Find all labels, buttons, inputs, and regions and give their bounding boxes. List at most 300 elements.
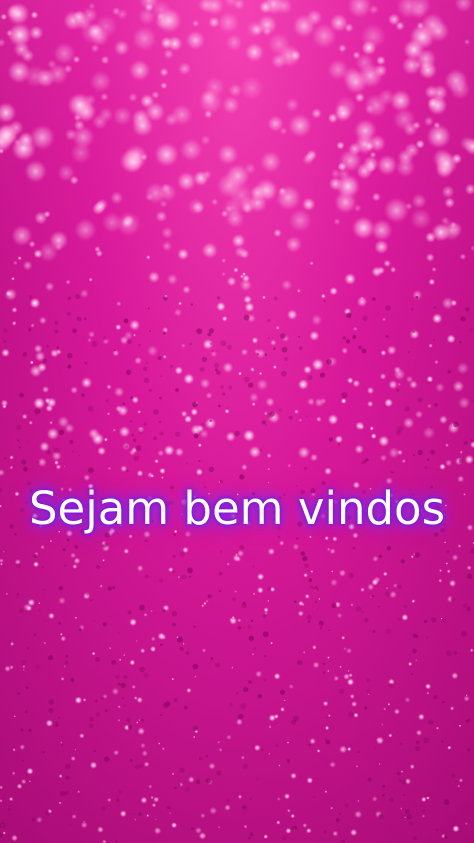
glitter-sparkle <box>273 365 277 369</box>
glitter-sparkle <box>388 703 391 706</box>
glitter-sparkle <box>137 565 144 572</box>
glitter-grain <box>349 573 355 579</box>
glitter-sparkle <box>7 60 30 83</box>
glitter-grain <box>45 810 50 815</box>
glitter-sparkle <box>312 358 325 371</box>
glitter-grain <box>133 456 139 462</box>
glitter-grain <box>465 307 470 312</box>
glitter-sparkle <box>428 344 432 348</box>
glitter-grain <box>58 717 60 719</box>
glitter-sparkle <box>343 673 350 680</box>
glitter-grain <box>238 626 242 630</box>
glitter-grain <box>467 574 472 579</box>
glitter-sparkle <box>162 747 165 750</box>
glitter-grain <box>159 432 163 436</box>
glitter-sparkle <box>369 5 379 15</box>
glitter-grain <box>72 450 74 452</box>
glitter-grain <box>241 602 247 608</box>
glitter-grain <box>405 801 407 803</box>
glitter-grain <box>268 337 270 339</box>
glitter-sparkle <box>140 743 145 748</box>
glitter-grain <box>88 467 94 473</box>
glitter-grain <box>446 650 452 656</box>
glitter-grain <box>261 748 264 751</box>
glitter-sparkle <box>110 191 123 204</box>
glitter-sparkle <box>339 745 347 753</box>
glitter-grain <box>367 690 370 693</box>
glitter-sparkle <box>268 468 270 470</box>
glitter-grain <box>54 448 60 454</box>
glitter-sparkle <box>329 287 338 296</box>
glitter-grain <box>281 371 287 377</box>
glitter-sparkle <box>64 665 67 668</box>
glitter-sparkle <box>371 433 377 439</box>
glitter-grain <box>434 403 438 407</box>
glitter-grain <box>311 586 314 589</box>
glitter-grain <box>143 672 148 677</box>
glitter-sparkle <box>264 411 268 415</box>
glitter-grain <box>288 762 290 764</box>
glitter-sparkle <box>268 725 271 728</box>
glitter-sparkle <box>262 296 266 300</box>
glitter-grain <box>344 803 348 807</box>
glitter-grain <box>22 760 24 762</box>
glitter-grain <box>418 450 423 455</box>
glitter-sparkle <box>182 285 191 294</box>
glitter-grain <box>415 552 421 558</box>
glitter-grain <box>66 776 70 780</box>
glitter-sparkle <box>449 580 456 587</box>
glitter-grain <box>89 717 93 721</box>
glitter-grain <box>411 308 414 311</box>
glitter-sparkle <box>458 397 470 409</box>
glitter-grain <box>9 639 11 641</box>
glitter-sparkle <box>186 30 206 50</box>
glitter-sparkle <box>50 540 52 542</box>
glitter-grain <box>88 406 94 412</box>
glitter-sparkle <box>269 714 276 721</box>
glitter-grain <box>67 365 71 369</box>
glitter-grain <box>163 332 166 335</box>
glitter-sparkle <box>167 274 179 286</box>
glitter-sparkle <box>325 726 329 730</box>
glitter-sparkle <box>237 550 244 557</box>
glitter-grain <box>29 295 33 299</box>
glitter-sparkle <box>252 653 254 655</box>
glitter-grain <box>430 450 435 455</box>
glitter-sparkle <box>388 380 397 389</box>
glitter-sparkle <box>193 736 195 738</box>
glitter-grain <box>149 330 151 332</box>
glitter-grain <box>254 647 257 650</box>
glitter-sparkle <box>146 255 151 260</box>
glitter-grain <box>130 420 132 422</box>
glitter-sparkle <box>337 162 346 171</box>
glitter-sparkle <box>371 579 378 586</box>
glitter-sparkle <box>81 377 93 389</box>
glitter-grain <box>398 585 402 589</box>
glitter-sparkle <box>302 198 316 212</box>
glitter-sparkle <box>40 545 45 550</box>
glitter-sparkle <box>412 599 416 603</box>
glitter-sparkle <box>353 327 358 332</box>
glitter-sparkle <box>377 155 398 176</box>
glitter-grain <box>219 590 222 593</box>
glitter-sparkle <box>88 428 99 439</box>
glitter-grain <box>127 610 131 614</box>
glitter-grain <box>357 750 360 753</box>
glitter-sparkle <box>132 685 136 689</box>
glitter-grain <box>228 385 232 389</box>
glitter-grain <box>28 328 31 331</box>
glitter-grain <box>193 726 199 732</box>
glitter-grain <box>416 740 420 744</box>
glitter-grain <box>441 740 444 743</box>
glitter-sparkle <box>196 468 203 475</box>
glitter-grain <box>167 806 170 809</box>
glitter-sparkle <box>178 62 191 75</box>
glitter-grain <box>289 416 293 420</box>
glitter-sparkle <box>288 209 312 233</box>
glitter-grain <box>226 407 228 409</box>
glitter-sparkle <box>299 419 302 422</box>
glitter-sparkle <box>380 454 388 462</box>
glitter-grain <box>191 303 193 305</box>
glitter-sparkle <box>178 576 180 578</box>
glitter-grain <box>141 719 144 722</box>
glitter-grain <box>144 378 150 384</box>
glitter-grain <box>427 458 429 460</box>
glitter-sparkle <box>297 289 301 293</box>
glitter-grain <box>299 346 303 350</box>
glitter-sparkle <box>4 665 11 672</box>
glitter-grain <box>170 365 173 368</box>
glitter-sparkle <box>138 719 140 721</box>
glitter-grain <box>103 336 107 340</box>
glitter-sparkle <box>38 602 40 604</box>
glitter-sparkle <box>118 719 121 722</box>
glitter-sparkle <box>244 825 248 829</box>
glitter-sparkle <box>94 201 106 213</box>
glitter-sparkle <box>72 564 77 569</box>
glitter-grain <box>408 351 410 353</box>
glitter-grain <box>263 679 266 682</box>
glitter-grain <box>175 388 179 392</box>
glitter-sparkle <box>230 618 233 621</box>
glitter-sparkle <box>42 386 49 393</box>
glitter-sparkle <box>387 345 397 355</box>
glitter-grain <box>415 746 420 751</box>
glitter-grain <box>124 319 129 324</box>
glitter-sparkle <box>305 594 310 599</box>
glitter-sparkle <box>79 733 84 738</box>
glitter-sparkle <box>200 813 205 818</box>
glitter-grain <box>249 636 255 642</box>
glitter-grain <box>469 328 473 332</box>
glitter-grain <box>304 467 307 470</box>
glitter-grain <box>308 375 313 380</box>
glitter-grain <box>234 431 240 437</box>
glitter-grain <box>215 368 218 371</box>
glitter-sparkle <box>279 540 284 545</box>
glitter-sparkle <box>128 93 138 103</box>
glitter-grain <box>116 675 120 679</box>
glitter-grain <box>411 673 413 675</box>
glitter-sparkle <box>403 39 424 60</box>
glitter-sparkle <box>394 368 406 380</box>
glitter-sparkle <box>252 402 256 406</box>
glitter-grain <box>186 651 190 655</box>
glitter-sparkle <box>402 459 406 463</box>
glitter-sparkle <box>424 85 438 99</box>
glitter-grain <box>308 578 312 582</box>
glitter-sparkle <box>64 423 75 434</box>
glitter-grain <box>66 655 69 658</box>
glitter-sparkle <box>338 44 346 52</box>
glitter-sparkle <box>100 93 108 101</box>
glitter-grain <box>209 467 214 472</box>
glitter-grain <box>163 296 168 301</box>
glitter-grain <box>48 655 53 660</box>
glitter-sparkle <box>7 2 30 25</box>
glitter-sparkle <box>89 278 93 282</box>
glitter-sparkle <box>280 707 285 712</box>
glitter-grain <box>69 440 73 444</box>
glitter-grain <box>232 598 236 602</box>
glitter-sparkle <box>311 108 322 119</box>
glitter-sparkle <box>311 570 314 573</box>
glitter-sparkle <box>274 673 281 680</box>
glitter-sparkle <box>142 750 148 756</box>
glitter-sparkle <box>451 672 458 679</box>
glitter-grain <box>404 605 408 609</box>
glitter-sparkle <box>432 313 443 324</box>
glitter-sparkle <box>328 414 339 425</box>
glitter-sparkle <box>239 76 264 101</box>
glitter-grain <box>353 547 356 550</box>
glitter-grain <box>3 340 6 343</box>
glitter-sparkle <box>202 170 212 180</box>
glitter-sparkle <box>285 236 302 253</box>
glitter-sparkle <box>9 455 14 460</box>
glitter-sparkle <box>330 579 338 587</box>
glitter-sparkle <box>0 563 3 566</box>
glitter-grain <box>68 297 71 300</box>
glitter-sparkle <box>285 828 291 834</box>
glitter-sparkle <box>374 240 389 255</box>
glitter-grain <box>206 778 211 783</box>
glitter-grain <box>36 461 39 464</box>
glitter-sparkle <box>90 71 112 93</box>
glitter-sparkle <box>158 632 166 640</box>
glitter-sparkle <box>445 443 449 447</box>
glitter-sparkle <box>317 749 321 753</box>
glitter-sparkle <box>119 426 131 438</box>
glitter-sparkle <box>376 737 384 745</box>
glitter-grain <box>192 402 198 408</box>
glitter-grain <box>329 437 333 441</box>
glitter-sparkle <box>97 826 104 833</box>
glitter-sparkle <box>9 797 13 801</box>
glitter-sparkle <box>29 26 44 41</box>
glitter-grain <box>448 370 451 373</box>
glitter-grain <box>211 657 214 660</box>
glitter-sparkle <box>49 421 53 425</box>
glitter-sparkle <box>416 730 422 736</box>
glitter-sparkle <box>123 654 125 656</box>
glitter-sparkle <box>83 698 87 702</box>
glitter-sparkle <box>100 585 103 588</box>
glitter-sparkle <box>368 693 370 695</box>
glitter-grain <box>19 447 21 449</box>
glitter-sparkle <box>426 253 435 262</box>
glitter-sparkle <box>200 378 211 389</box>
glitter-grain <box>43 589 45 591</box>
glitter-grain <box>297 660 302 665</box>
glitter-grain <box>244 315 250 321</box>
glitter-grain <box>278 536 281 539</box>
glitter-sparkle <box>120 465 127 472</box>
glitter-sparkle <box>1 348 10 357</box>
glitter-grain <box>368 778 372 782</box>
glitter-sparkle <box>249 446 262 459</box>
glitter-sparkle <box>427 376 434 383</box>
glitter-grain <box>27 647 30 650</box>
glitter-sparkle <box>161 227 173 239</box>
glitter-sparkle <box>12 771 16 775</box>
glitter-grain <box>75 545 79 549</box>
glitter-sparkle <box>39 316 47 324</box>
glitter-grain <box>362 316 367 321</box>
glitter-grain <box>139 667 145 673</box>
glitter-sparkle <box>372 192 381 201</box>
glitter-grain <box>32 818 36 822</box>
glitter-grain <box>132 434 135 437</box>
glitter-grain <box>212 350 214 352</box>
glitter-grain <box>94 699 98 703</box>
glitter-sparkle <box>371 219 393 241</box>
glitter-sparkle <box>11 835 18 842</box>
glitter-grain <box>67 539 69 541</box>
glitter-sparkle <box>268 548 276 556</box>
glitter-sparkle <box>77 790 80 793</box>
glitter-sparkle <box>226 735 231 740</box>
glitter-grain <box>331 603 336 608</box>
glitter-sparkle <box>227 563 230 566</box>
glitter-sparkle <box>356 162 373 179</box>
glitter-grain <box>236 692 238 694</box>
glitter-sparkle <box>221 258 226 263</box>
glitter-grain <box>319 621 324 626</box>
glitter-sparkle <box>12 321 17 326</box>
glitter-grain <box>251 620 253 622</box>
glitter-grain <box>163 609 166 612</box>
glitter-sparkle <box>435 152 458 175</box>
glitter-grain <box>342 336 346 340</box>
glitter-grain <box>364 707 367 710</box>
glitter-sparkle <box>13 261 18 266</box>
glitter-grain <box>240 545 245 550</box>
glitter-grain <box>121 683 126 688</box>
glitter-sparkle <box>242 274 250 282</box>
glitter-sparkle <box>21 779 27 785</box>
glitter-sparkle <box>325 536 329 540</box>
glitter-grain <box>460 316 465 321</box>
glitter-sparkle <box>154 459 159 464</box>
glitter-grain <box>362 611 364 613</box>
glitter-sparkle <box>61 677 65 681</box>
glitter-grain <box>67 312 71 316</box>
glitter-grain <box>184 706 188 710</box>
glitter-sparkle <box>104 438 108 442</box>
glitter-sparkle <box>56 464 61 469</box>
glitter-grain <box>308 744 311 747</box>
glitter-grain <box>163 703 169 709</box>
glitter-grain <box>222 393 225 396</box>
glitter-sparkle <box>309 738 316 745</box>
glitter-grain <box>248 680 251 683</box>
glitter-sparkle <box>441 185 454 198</box>
glitter-sparkle <box>416 22 424 30</box>
glitter-sparkle <box>45 398 51 404</box>
glitter-sparkle <box>394 709 400 715</box>
glitter-sparkle <box>92 114 108 130</box>
glitter-grain <box>21 660 26 665</box>
glitter-grain <box>33 554 37 558</box>
glitter-sparkle <box>341 347 348 354</box>
glitter-grain <box>467 607 472 612</box>
glitter-sparkle <box>114 40 130 56</box>
glitter-sparkle <box>424 116 434 126</box>
glitter-sparkle <box>74 749 76 751</box>
glitter-grain <box>386 629 392 635</box>
glitter-grain <box>189 576 191 578</box>
glitter-sparkle <box>198 443 202 447</box>
glitter-sparkle <box>405 697 411 703</box>
glitter-grain <box>326 717 328 719</box>
glitter-sparkle <box>298 379 309 390</box>
glitter-sparkle <box>92 652 96 656</box>
glitter-sparkle <box>116 301 121 306</box>
glitter-grain <box>103 622 107 626</box>
glitter-sparkle <box>245 43 265 63</box>
glitter-grain <box>72 329 77 334</box>
glitter-sparkle <box>400 807 402 809</box>
glitter-sparkle <box>140 648 145 653</box>
glitter-sparkle <box>38 242 59 263</box>
glitter-sparkle <box>29 241 36 248</box>
glitter-sparkle <box>56 349 62 355</box>
glitter-sparkle <box>445 459 452 466</box>
glitter-sparkle <box>129 59 151 81</box>
glitter-sparkle <box>137 727 145 735</box>
glitter-sparkle <box>418 714 425 721</box>
glitter-grain <box>116 798 120 802</box>
glitter-grain <box>442 619 447 624</box>
glitter-sparkle <box>323 701 329 707</box>
glitter-grain <box>248 383 253 388</box>
glitter-grain <box>131 396 134 399</box>
glitter-sparkle <box>150 796 153 799</box>
glitter-sparkle <box>36 68 55 87</box>
glitter-sparkle <box>210 351 217 358</box>
glitter-sparkle <box>359 424 365 430</box>
glitter-sparkle <box>112 350 119 357</box>
glitter-grain <box>238 714 243 719</box>
glitter-sparkle <box>203 602 206 605</box>
glitter-grain <box>84 318 86 320</box>
glitter-sparkle <box>444 197 455 208</box>
